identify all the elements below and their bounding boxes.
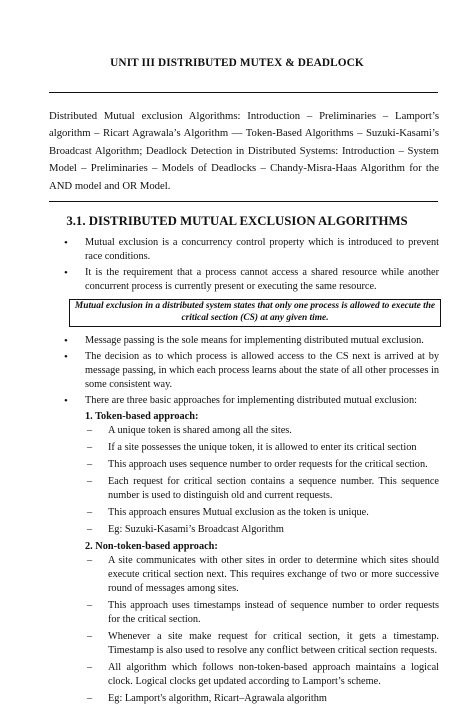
dash-item: – Eg: Lamport's algorithm, Ricart–Agrawala algorithm xyxy=(85,692,439,706)
dash-item: – This approach uses timestamps instead of sequence number to order requests for the critical section. xyxy=(85,599,439,627)
dash-item: – Whenever a site make request for critical section, it gets a timestamp. Timestamp is also used to resolve any conflict between critical section requests. xyxy=(85,630,439,658)
token-approach-heading: 1. Token-based approach: xyxy=(85,411,199,422)
intro-bullet-list xyxy=(62,236,439,294)
dash-item: – A unique token is shared among all the sites. xyxy=(85,424,439,438)
section-divider xyxy=(49,201,438,202)
intro-bullet: • It is the requirement that a process cannot access a shared resource while another concurrent process is currently present or executing the same resource. xyxy=(62,266,439,294)
dash-item: – All algorithm which follows non-token-based approach maintains a logical clock. Logical clocks get updated according to Lamport’s scheme. xyxy=(85,661,439,689)
section-title: 3.1. DISTRIBUTED MUTUAL EXCLUSION ALGORITHMS xyxy=(66,214,408,228)
main-bullet: • Message passing is the sole means for implementing distributed mutual exclusion. xyxy=(62,334,439,348)
dash-item: – Eg: Suzuki-Kasami’s Broadcast Algorithm xyxy=(85,523,439,537)
dash-item: – A site communicates with other sites in order to determine which sites should execute critical section next. This requires exchange of two or more successive round of messages among sites. xyxy=(85,554,439,596)
unit-title: UNIT III DISTRIBUTED MUTEX & DEADLOCK xyxy=(110,57,364,69)
section-content xyxy=(62,236,439,709)
dash-item: – If a site possesses the unique token, it is allowed to enter its critical section xyxy=(85,441,439,455)
main-bullet: • The decision as to which process is allowed access to the CS next is arrived at by message passing, in which each process learns about the state of all other processes in some consistent way. xyxy=(62,350,439,392)
dash-item: – This approach ensures Mutual exclusion as the token is unique. xyxy=(85,506,439,520)
syllabus-paragraph: Distributed Mutual exclusion Algorithms: Introduction – Preliminaries – Lamport’s algorithm – Ricart Agrawala’s Algorithm –– Token-Based Algorithms – Suzuki-Kasami’s Broadcast Algorithm; Deadlock Detection in Distributed Systems: Introduction – System Model – Preliminaries – Models of Deadlocks – Chandy-Misra-Haas Algorithm for the AND model and OR Model. xyxy=(49,110,439,192)
definition-box: Mutual exclusion in a distributed system states that only one process is allowed to execute the critical section (CS) at any given time. xyxy=(69,299,441,327)
dash-item: – This approach uses sequence number to order requests for the critical section. xyxy=(85,458,439,472)
non-token-approach-list xyxy=(62,554,439,706)
main-bullet-list xyxy=(62,334,439,408)
token-approach-list xyxy=(62,424,439,537)
dash-item: – Each request for critical section contains a sequence number. This sequence number is used to distinguish old and current requests. xyxy=(85,475,439,503)
main-bullet: • There are three basic approaches for implementing distributed mutual exclusion: xyxy=(62,394,439,408)
intro-bullet: • Mutual exclusion is a concurrency control property which is introduced to prevent race conditions. xyxy=(62,236,439,264)
non-token-approach-heading: 2. Non-token-based approach: xyxy=(85,541,218,552)
top-divider xyxy=(49,92,438,93)
